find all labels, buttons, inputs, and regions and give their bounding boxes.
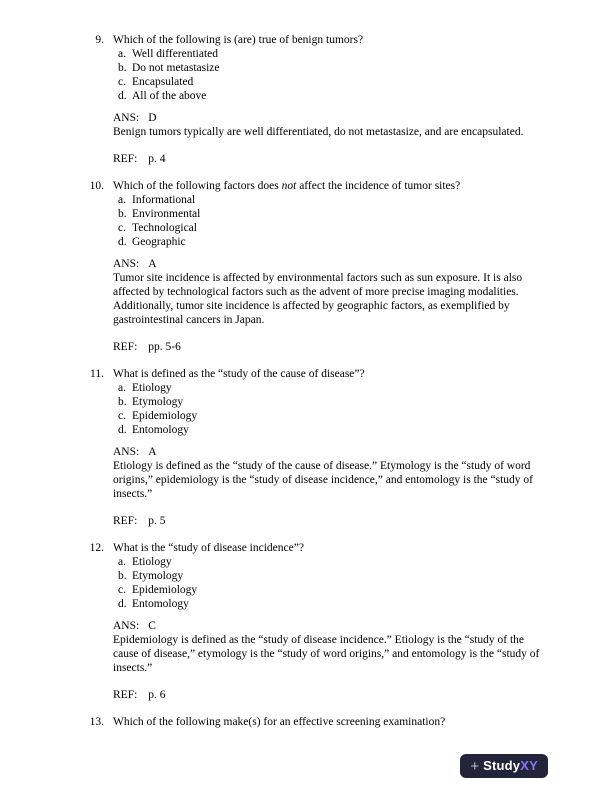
choices-list bbox=[118, 47, 542, 103]
choice-text: Epidemiology bbox=[132, 584, 198, 596]
choice-d bbox=[118, 423, 542, 437]
reference-label: REF: bbox=[113, 515, 138, 527]
choice-letter: b. bbox=[118, 208, 127, 220]
answer-explanation: Epidemiology is defined as the “study of disease incidence.” Etiology is the “study of the cause of disease,” etymology is the “study of word origins,” and entomology is the “study of insects.” bbox=[113, 634, 540, 674]
question-text bbox=[113, 33, 542, 47]
choice-c bbox=[118, 409, 542, 423]
choice-text: Etymology bbox=[132, 570, 184, 582]
answer-line bbox=[113, 445, 542, 459]
choice-text: Encapsulated bbox=[132, 76, 194, 88]
choices-list bbox=[118, 193, 542, 249]
question-number: 9. bbox=[95, 34, 104, 46]
logo-text-study: Study bbox=[483, 758, 521, 773]
choice-text: Environmental bbox=[132, 208, 201, 220]
choice-c bbox=[118, 221, 542, 235]
answer-explanation: Benign tumors typically are well differentiated, do not metastasize, and are encapsulated. bbox=[113, 126, 524, 138]
answer-label: ANS: bbox=[113, 112, 140, 124]
reference-line bbox=[113, 514, 542, 528]
answer-value: C bbox=[148, 620, 156, 632]
choice-letter: c. bbox=[118, 584, 126, 596]
choice-a bbox=[118, 193, 542, 207]
answer-explanation: Etiology is defined as the “study of the cause of disease.” Etymology is the “study of word origins,” epidemiology is the “study of disease incidence,” and entomology is the “study of insects.” bbox=[113, 460, 533, 500]
reference-line bbox=[113, 688, 542, 702]
choice-text: Technological bbox=[132, 222, 197, 234]
question-text bbox=[113, 179, 542, 193]
choice-text: Informational bbox=[132, 194, 196, 206]
question-number: 10. bbox=[89, 180, 104, 192]
reference-value: pp. 5-6 bbox=[148, 341, 181, 353]
reference-label: REF: bbox=[113, 341, 138, 353]
answer-line bbox=[113, 619, 542, 633]
choice-letter: b. bbox=[118, 570, 127, 582]
question-number: 11. bbox=[90, 368, 104, 380]
choice-letter: c. bbox=[118, 76, 126, 88]
choice-letter: c. bbox=[118, 222, 126, 234]
answer-explanation: Tumor site incidence is affected by environmental factors such as sun exposure. It is also affected by technological factors such as the advent of more precise imaging modalities. Additionally, tumor site incidence is affected by geographic factors, as exemplified by gastrointestinal cancers in Japan. bbox=[113, 272, 523, 326]
reference-label: REF: bbox=[113, 153, 138, 165]
choice-a bbox=[118, 555, 542, 569]
choice-letter: d. bbox=[118, 424, 127, 436]
question-10 bbox=[80, 179, 542, 193]
reference-line bbox=[113, 340, 542, 354]
choice-d bbox=[118, 235, 542, 249]
studyxy-logo bbox=[460, 754, 548, 778]
question-text-part: What is defined as the “study of the cause of disease”? bbox=[113, 368, 365, 380]
choice-text: Geographic bbox=[132, 236, 186, 248]
answer-label: ANS: bbox=[113, 258, 140, 270]
choice-b bbox=[118, 61, 542, 75]
question-12 bbox=[80, 541, 542, 555]
answer-label: ANS: bbox=[113, 620, 140, 632]
choice-b bbox=[118, 395, 542, 409]
question-13 bbox=[80, 715, 542, 729]
choice-c bbox=[118, 583, 542, 597]
choice-text: Etymology bbox=[132, 396, 184, 408]
choice-letter: b. bbox=[118, 396, 127, 408]
choice-letter: b. bbox=[118, 62, 127, 74]
answer-value: A bbox=[148, 258, 157, 270]
choice-text: Entomology bbox=[132, 424, 189, 436]
question-text bbox=[113, 715, 542, 729]
reference-value: p. 4 bbox=[148, 153, 166, 165]
choice-letter: a. bbox=[118, 382, 126, 394]
question-text bbox=[113, 541, 542, 555]
reference-value: p. 5 bbox=[148, 515, 166, 527]
choice-letter: a. bbox=[118, 194, 126, 206]
question-text-part: Which of the following is (are) true of benign tumors? bbox=[113, 34, 364, 46]
reference-label: REF: bbox=[113, 689, 138, 701]
question-text-italic: not bbox=[281, 180, 297, 192]
answer-line bbox=[113, 257, 542, 271]
choice-letter: a. bbox=[118, 48, 126, 60]
choice-c bbox=[118, 75, 542, 89]
choice-text: Etiology bbox=[132, 382, 172, 394]
logo-text-xy: XY bbox=[520, 758, 538, 773]
reference-value: p. 6 bbox=[148, 689, 166, 701]
question-text-part: Which of the following factors does bbox=[113, 180, 282, 192]
choice-d bbox=[118, 597, 542, 611]
answer-label: ANS: bbox=[113, 446, 140, 458]
choice-text: Do not metastasize bbox=[132, 62, 220, 74]
question-number: 13. bbox=[89, 716, 104, 728]
choice-b bbox=[118, 569, 542, 583]
question-11 bbox=[80, 367, 542, 381]
question-text-part: What is the “study of disease incidence”? bbox=[113, 542, 304, 554]
choice-text: All of the above bbox=[132, 90, 207, 102]
choice-text: Epidemiology bbox=[132, 410, 198, 422]
question-9 bbox=[80, 33, 542, 47]
choices-list bbox=[118, 381, 542, 437]
choice-d bbox=[118, 89, 542, 103]
choice-text: Entomology bbox=[132, 598, 189, 610]
choice-letter: c. bbox=[118, 410, 126, 422]
question-text-part: affect the incidence of tumor sites? bbox=[296, 180, 461, 192]
question-text bbox=[113, 367, 542, 381]
choice-letter: a. bbox=[118, 556, 126, 568]
choice-a bbox=[118, 47, 542, 61]
reference-line bbox=[113, 152, 542, 166]
question-text-part: Which of the following make(s) for an effective screening examination? bbox=[113, 716, 446, 728]
question-number: 12. bbox=[89, 542, 104, 554]
choice-letter: d. bbox=[118, 236, 127, 248]
answer-value: A bbox=[148, 446, 157, 458]
choice-a bbox=[118, 381, 542, 395]
choice-text: Well differentiated bbox=[132, 48, 219, 60]
choice-letter: d. bbox=[118, 598, 127, 610]
answer-value: D bbox=[148, 112, 157, 124]
choice-letter: d. bbox=[118, 90, 127, 102]
choices-list bbox=[118, 555, 542, 611]
plus-icon: + bbox=[470, 757, 480, 775]
answer-line bbox=[113, 111, 542, 125]
choice-text: Etiology bbox=[132, 556, 172, 568]
choice-b bbox=[118, 207, 542, 221]
